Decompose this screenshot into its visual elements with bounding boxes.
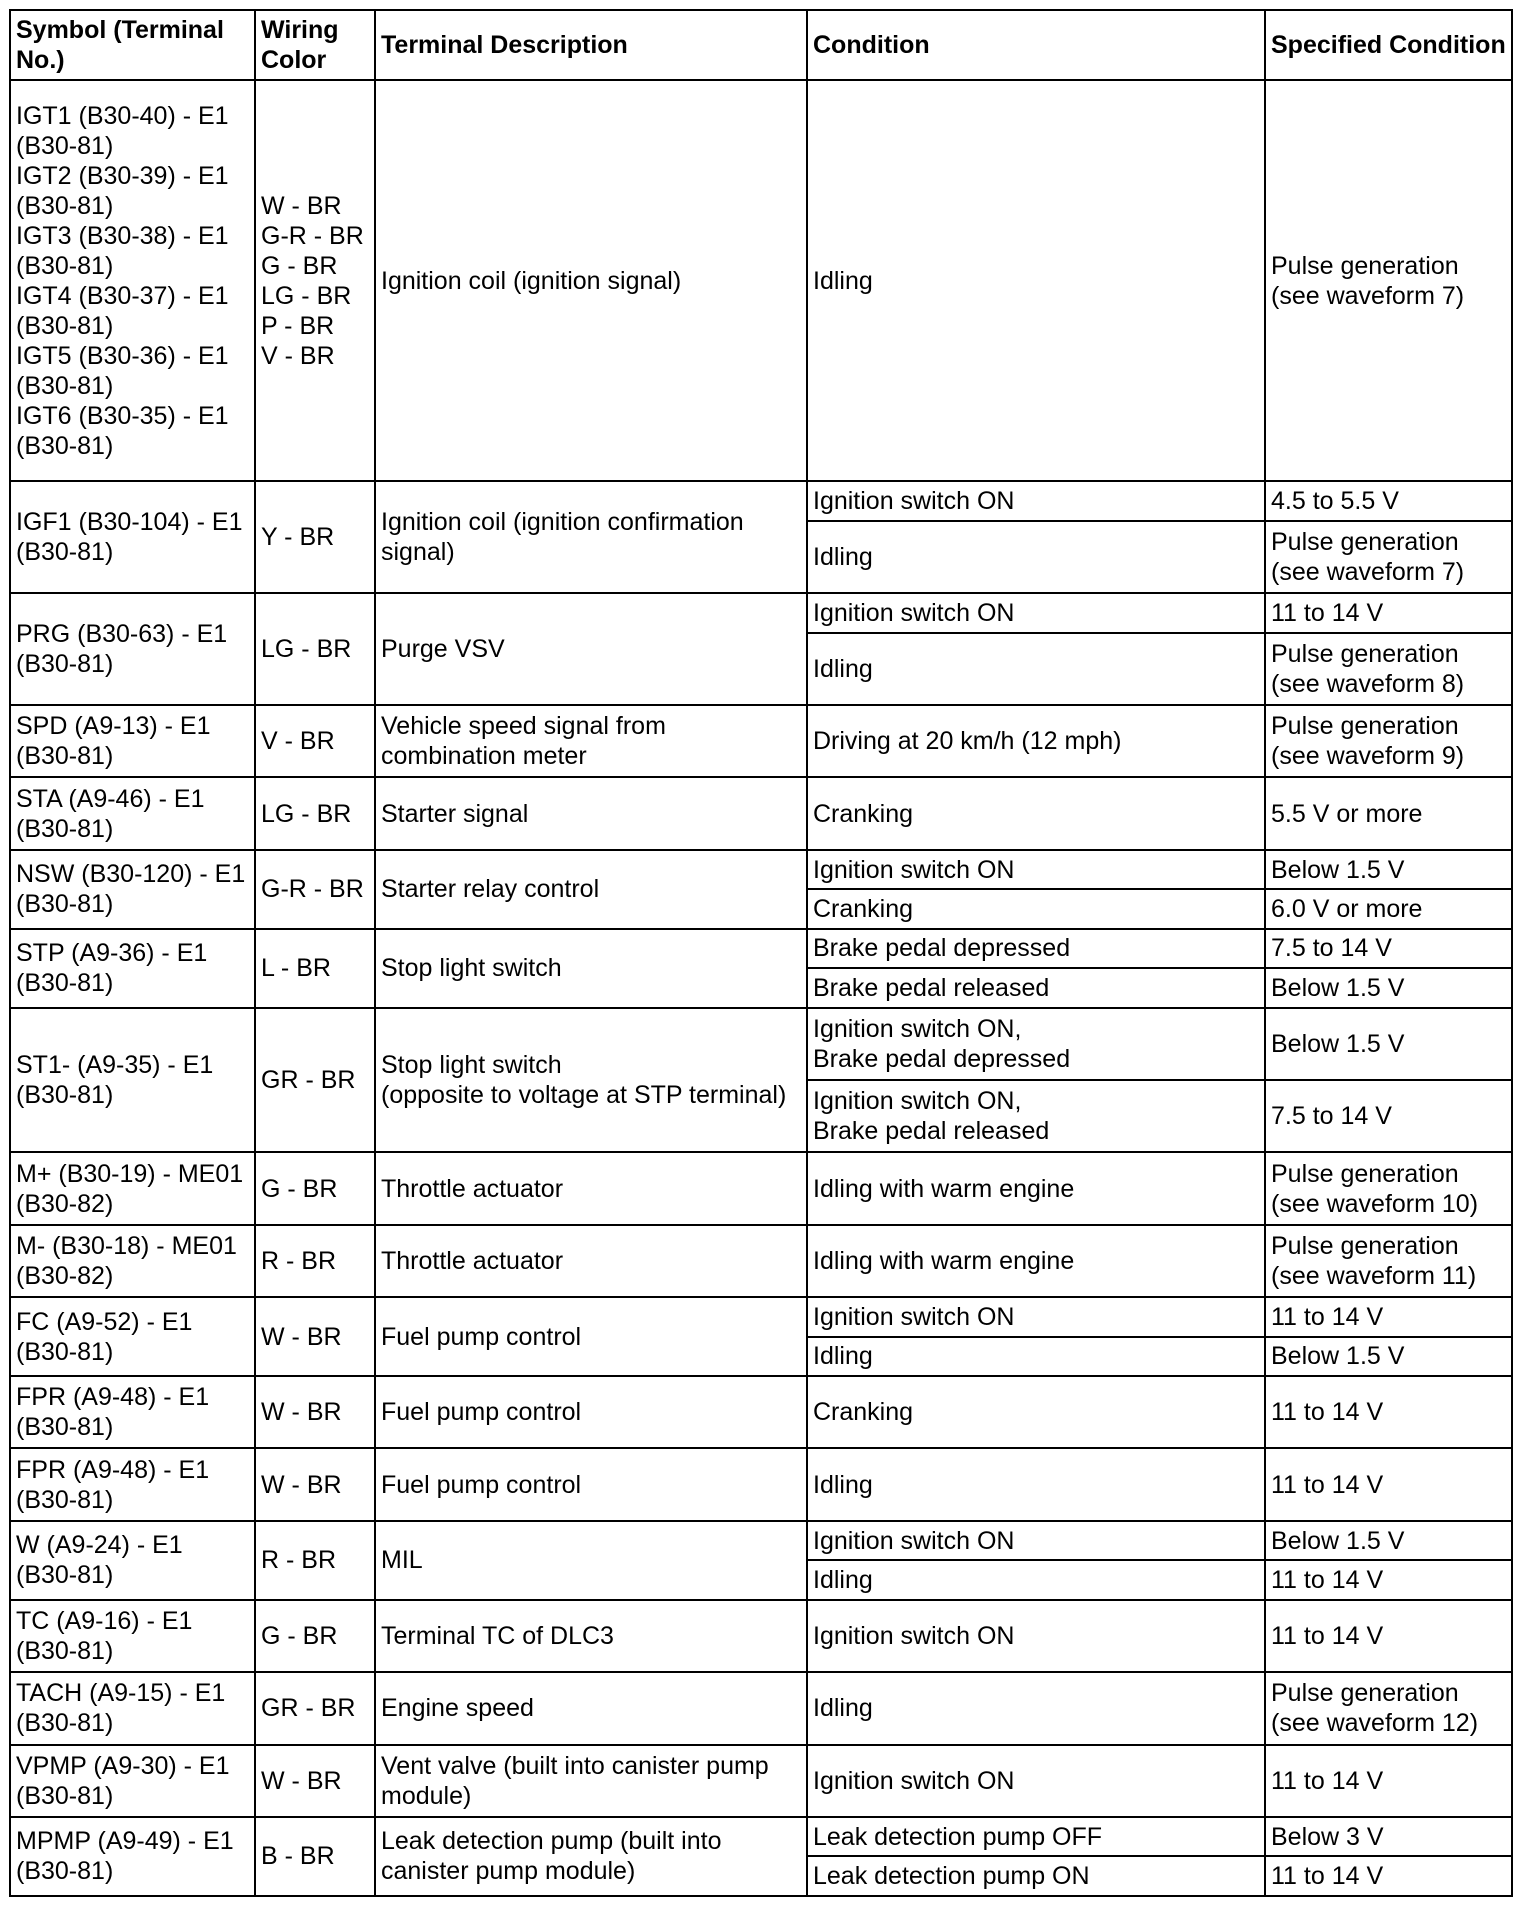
- symbol-cell: W (A9-24) - E1 (B30-81): [10, 1521, 255, 1600]
- specified-condition-cell: 11 to 14 V: [1265, 1560, 1512, 1599]
- specified-condition-cell: Pulse generation (see waveform 11): [1265, 1225, 1512, 1297]
- table-row: [10, 1297, 1512, 1336]
- specified-condition-cell: 7.5 to 14 V: [1265, 1080, 1512, 1152]
- symbol-cell: ST1- (A9-35) - E1 (B30-81): [10, 1008, 255, 1153]
- condition-cell: Idling with warm engine: [807, 1152, 1265, 1224]
- header-condition: Condition: [807, 10, 1265, 80]
- header-wiring-color: Wiring Color: [255, 10, 375, 80]
- specified-condition-cell: 11 to 14 V: [1265, 1600, 1512, 1672]
- symbol-cell: M- (B30-18) - ME01 (B30-82): [10, 1225, 255, 1297]
- condition-cell: Ignition switch ON: [807, 593, 1265, 632]
- wiring-color-cell: G - BR: [255, 1152, 375, 1224]
- condition-cell: Leak detection pump OFF: [807, 1817, 1265, 1856]
- table-row: [10, 481, 1512, 520]
- condition-cell: Driving at 20 km/h (12 mph): [807, 705, 1265, 777]
- wiring-color-cell: GR - BR: [255, 1672, 375, 1744]
- symbol-cell: IGT1 (B30-40) - E1 (B30-81) IGT2 (B30-39) - E1 (B30-81) IGT3 (B30-38) - E1 (B30-81) IGT4 (B30-37) - E1 (B30-81) IGT5 (B30-36) - E1 (B30-81) IGT6 (B30-35) - E1 (B30-81): [10, 80, 255, 481]
- specified-condition-cell: Below 1.5 V: [1265, 1337, 1512, 1376]
- terminal-description-cell: Engine speed: [375, 1672, 807, 1744]
- symbol-cell: NSW (B30-120) - E1 (B30-81): [10, 850, 255, 929]
- specified-condition-cell: 11 to 14 V: [1265, 1376, 1512, 1448]
- condition-cell: Idling: [807, 80, 1265, 481]
- wiring-color-cell: R - BR: [255, 1225, 375, 1297]
- table-row: [10, 705, 1512, 777]
- table-row: [10, 1745, 1512, 1817]
- terminal-description-cell: Stop light switch: [375, 929, 807, 1008]
- condition-cell: Brake pedal released: [807, 968, 1265, 1007]
- terminal-description-cell: Purge VSV: [375, 593, 807, 705]
- condition-cell: Ignition switch ON: [807, 1745, 1265, 1817]
- terminal-description-cell: Stop light switch (opposite to voltage at STP terminal): [375, 1008, 807, 1153]
- table-row: [10, 1817, 1512, 1856]
- specified-condition-cell: Pulse generation (see waveform 8): [1265, 633, 1512, 705]
- wiring-color-cell: W - BR: [255, 1297, 375, 1376]
- condition-cell: Ignition switch ON: [807, 1600, 1265, 1672]
- symbol-cell: STP (A9-36) - E1 (B30-81): [10, 929, 255, 1008]
- condition-cell: Brake pedal depressed: [807, 929, 1265, 968]
- condition-cell: Cranking: [807, 1376, 1265, 1448]
- table-row: [10, 1008, 1512, 1080]
- condition-cell: Idling: [807, 1672, 1265, 1744]
- specified-condition-cell: Pulse generation (see waveform 9): [1265, 705, 1512, 777]
- table-row: [10, 1600, 1512, 1672]
- terminal-description-cell: Throttle actuator: [375, 1152, 807, 1224]
- condition-cell: Idling: [807, 1448, 1265, 1520]
- header-symbol: Symbol (Terminal No.): [10, 10, 255, 80]
- specified-condition-cell: Below 1.5 V: [1265, 1521, 1512, 1560]
- wiring-color-cell: B - BR: [255, 1817, 375, 1896]
- table-row: [10, 1225, 1512, 1297]
- terminal-description-cell: MIL: [375, 1521, 807, 1600]
- header-terminal-description: Terminal Description: [375, 10, 807, 80]
- condition-cell: Cranking: [807, 777, 1265, 849]
- table-row: [10, 929, 1512, 968]
- wiring-color-cell: G - BR: [255, 1600, 375, 1672]
- specified-condition-cell: 11 to 14 V: [1265, 1448, 1512, 1520]
- condition-cell: Idling: [807, 521, 1265, 593]
- specified-condition-cell: Pulse generation (see waveform 10): [1265, 1152, 1512, 1224]
- symbol-cell: STA (A9-46) - E1 (B30-81): [10, 777, 255, 849]
- table-row: [10, 1521, 1512, 1560]
- symbol-cell: TACH (A9-15) - E1 (B30-81): [10, 1672, 255, 1744]
- specified-condition-cell: Pulse generation (see waveform 7): [1265, 521, 1512, 593]
- terminal-description-cell: Starter relay control: [375, 850, 807, 929]
- specified-condition-cell: 11 to 14 V: [1265, 593, 1512, 632]
- table-row: [10, 1672, 1512, 1744]
- wiring-color-cell: LG - BR: [255, 593, 375, 705]
- specified-condition-cell: 11 to 14 V: [1265, 1297, 1512, 1336]
- terminal-description-cell: Fuel pump control: [375, 1376, 807, 1448]
- terminal-description-cell: Leak detection pump (built into canister pump module): [375, 1817, 807, 1896]
- wiring-color-cell: V - BR: [255, 705, 375, 777]
- table-row: [10, 1376, 1512, 1448]
- table-row: [10, 850, 1512, 889]
- condition-cell: Idling: [807, 1560, 1265, 1599]
- table-row: [10, 1152, 1512, 1224]
- condition-cell: Ignition switch ON: [807, 1297, 1265, 1336]
- wiring-color-cell: W - BR: [255, 1448, 375, 1520]
- symbol-cell: VPMP (A9-30) - E1 (B30-81): [10, 1745, 255, 1817]
- condition-cell: Idling: [807, 1337, 1265, 1376]
- wiring-color-cell: W - BR G-R - BR G - BR LG - BR P - BR V - BR: [255, 80, 375, 481]
- symbol-cell: TC (A9-16) - E1 (B30-81): [10, 1600, 255, 1672]
- wiring-color-cell: G-R - BR: [255, 850, 375, 929]
- condition-cell: Ignition switch ON: [807, 1521, 1265, 1560]
- table-row: [10, 593, 1512, 632]
- condition-cell: Leak detection pump ON: [807, 1856, 1265, 1896]
- condition-cell: Idling: [807, 633, 1265, 705]
- condition-cell: Ignition switch ON, Brake pedal released: [807, 1080, 1265, 1152]
- condition-cell: Ignition switch ON: [807, 481, 1265, 520]
- table-row: [10, 80, 1512, 481]
- wiring-color-cell: GR - BR: [255, 1008, 375, 1153]
- table-row: [10, 1448, 1512, 1520]
- symbol-cell: PRG (B30-63) - E1 (B30-81): [10, 593, 255, 705]
- condition-cell: Ignition switch ON: [807, 850, 1265, 889]
- terminal-description-cell: Ignition coil (ignition confirmation signal): [375, 481, 807, 593]
- wiring-color-cell: R - BR: [255, 1521, 375, 1600]
- symbol-cell: FPR (A9-48) - E1 (B30-81): [10, 1448, 255, 1520]
- condition-cell: Cranking: [807, 889, 1265, 928]
- wiring-color-cell: W - BR: [255, 1745, 375, 1817]
- symbol-cell: SPD (A9-13) - E1 (B30-81): [10, 705, 255, 777]
- condition-cell: Idling with warm engine: [807, 1225, 1265, 1297]
- specified-condition-cell: 5.5 V or more: [1265, 777, 1512, 849]
- specified-condition-cell: 7.5 to 14 V: [1265, 929, 1512, 968]
- wiring-color-cell: LG - BR: [255, 777, 375, 849]
- symbol-cell: MPMP (A9-49) - E1 (B30-81): [10, 1817, 255, 1896]
- specified-condition-cell: 11 to 14 V: [1265, 1856, 1512, 1896]
- terminal-table: [9, 9, 1513, 1897]
- symbol-cell: FPR (A9-48) - E1 (B30-81): [10, 1376, 255, 1448]
- specified-condition-cell: Below 3 V: [1265, 1817, 1512, 1856]
- header-specified-condition: Specified Condition: [1265, 10, 1512, 80]
- specified-condition-cell: 11 to 14 V: [1265, 1745, 1512, 1817]
- specified-condition-cell: Below 1.5 V: [1265, 1008, 1512, 1080]
- terminal-description-cell: Fuel pump control: [375, 1297, 807, 1376]
- wiring-color-cell: L - BR: [255, 929, 375, 1008]
- terminal-description-cell: Terminal TC of DLC3: [375, 1600, 807, 1672]
- wiring-color-cell: W - BR: [255, 1376, 375, 1448]
- terminal-description-cell: Vehicle speed signal from combination meter: [375, 705, 807, 777]
- terminal-description-cell: Fuel pump control: [375, 1448, 807, 1520]
- symbol-cell: M+ (B30-19) - ME01 (B30-82): [10, 1152, 255, 1224]
- table-row: [10, 777, 1512, 849]
- specified-condition-cell: Pulse generation (see waveform 12): [1265, 1672, 1512, 1744]
- specified-condition-cell: Pulse generation (see waveform 7): [1265, 80, 1512, 481]
- terminal-description-cell: Starter signal: [375, 777, 807, 849]
- condition-cell: Ignition switch ON, Brake pedal depressed: [807, 1008, 1265, 1080]
- terminal-description-cell: Vent valve (built into canister pump module): [375, 1745, 807, 1817]
- specified-condition-cell: 6.0 V or more: [1265, 889, 1512, 928]
- specified-condition-cell: Below 1.5 V: [1265, 850, 1512, 889]
- specified-condition-cell: Below 1.5 V: [1265, 968, 1512, 1007]
- specified-condition-cell: 4.5 to 5.5 V: [1265, 481, 1512, 520]
- symbol-cell: FC (A9-52) - E1 (B30-81): [10, 1297, 255, 1376]
- wiring-color-cell: Y - BR: [255, 481, 375, 593]
- header-row: [10, 10, 1512, 80]
- symbol-cell: IGF1 (B30-104) - E1 (B30-81): [10, 481, 255, 593]
- terminal-description-cell: Throttle actuator: [375, 1225, 807, 1297]
- terminal-description-cell: Ignition coil (ignition signal): [375, 80, 807, 481]
